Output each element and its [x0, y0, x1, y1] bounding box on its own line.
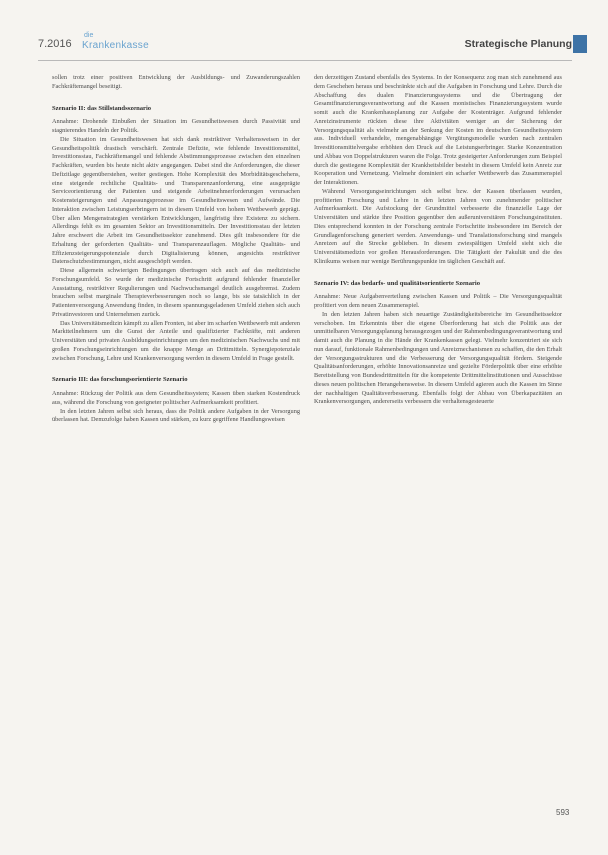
paragraph: sollen trotz einer positiven Entwicklung der Ausbildungs- und Zuwanderungszahlen Fachkräftemangel beseitigt. [52, 74, 300, 90]
heading-scenario-4: Szenario IV: das bedarfs- und qualitätsorientierte Szenario [314, 279, 481, 287]
paragraph: In den letzten Jahren selbst sich heraus, dass die Politik andere Aufgaben in der Versorgung überlassen hat. Demzufolge haben Kassen und stärken, zu kurz gegriffene Handlungsweisen [52, 407, 300, 424]
assumption-paragraph: Annahme: Neue Aufgabenverteilung zwischen Kassen und Politik – Die Versorgungsqualität profitiert von dem neuen Zusammenspiel. [314, 293, 562, 309]
section-title: Strategische Planung [464, 38, 572, 50]
page-header [38, 30, 598, 58]
paragraph: Die Situation im Gesundheitswesen hat sich dank restriktiver Verhaltensweisen in der Gesundheitspolitik drastisch verschärft. Zentrale Defizite, wie fehlende Investitionsmittel, Investitionsstau, Fachkräftemangel und fehlende Abstimmungsprozesse zwischen den einzelnen Fachkräften, wurden bis heute nicht aktiv angegangen. Dabei sind die Anforderungen, die dieser Defizitlage gegenüberstehen, weiter gestiegen. Hohe Komplexität des Morbiditätsgeschehens, eine steigende rechtliche Qualitäts- und Transparenzanforderung, eine ausgeprägte Serviceorientierung der Patienten und steigende Arbeitnehmerforderungen verursachen Kostensteigerungen und Anpassungsprozesse im Gesundheitswesen und Aufwände. Die Interaktion zwischen Leistungserbringern ist in diesem Umfeld von hohem Wettbewerb geprägt. Über allen Mengenstrategien verstärken Entwicklungen, langfristig ihre Existenz zu sichern. Allerdings fehlt es im gesamten Sektor an Investitionsmitteln. Der Investitionsstau der letzten Jahre erschwert die Arbeit im Gesundheitssektor zunehmend. Dies gilt insbesondere für die Erhaltung der geforderten Qualitäts- und Transparenzauflagen. Mögliche Qualitäts- und Effizienzsteigerungspotenziale durch Digitalisierung können, angesichts restriktiver Datenschutzbestimmungen, nicht ausgeschöpft werden. [52, 135, 300, 266]
right-column [314, 74, 562, 407]
assumption-paragraph: Annahme: Rückzug der Politik aus dem Gesundheitssystem; Kassen üben starken Kostendruck aus, während die Forschung von geeigneter politischer Aufmerksamkeit profitiert. [52, 390, 300, 406]
paragraph: Das Universitätsmedizin kämpft zu allen Fronten, ist aber im scharfen Wettbewerb mit anderen Marktteilnehmern um die Gunst der Anteile und qualifizierter Fachkräfte, mit anderen Universitäten und privaten Ausbildungseinrichtungen um den medizinischen Nachwuchs und mit großen Forschungseinrichtungen um die knappe Menge an Drittmitteln. Synergiepotenziale zwischen Forschung, Lehre und Krankenversorgung werden in diesem Umfeld in Frage gestellt. [52, 319, 300, 362]
issue-number: 7.2016 [38, 38, 72, 50]
left-column [52, 74, 300, 425]
magazine-logo [82, 32, 152, 56]
page-number: 593 [556, 808, 570, 817]
assumption-paragraph: Annahme: Drohende Einbußen der Situation im Gesundheitswesen durch Passivität und stagnierendes Handeln der Politik. [52, 118, 300, 134]
paragraph: In den letzten Jahren haben sich neuartige Zuständigkeitsbereiche im Gesundheitssektor verschoben. Im Erkenntnis über die eigene Überforderung hat sich die Politik aus der unmittelbaren Versorgungsplanung herausgezogen und der Rahmenbedingungsverantwortung und damit auch die Planung in die Hände der Krankenkassen gelegt. Vielmehr konzentriert sie sich nun darauf, funktionale Rahmenbedingungen und Anreizmechanismen zu schaffen, die den Erhalt der Versorgungsstrukturen und die Verbesserung der Versorgungsqualität fördern. Steigende Qualitätsanforderungen, erhöhte Innovationsanreize und gezielte Förderpolitik über eine erhöhte Bereitstellung von Bundesdrittmitteln für die kompetente Drittmittelinstitutionen und Ausschüsse dieses neuen politischen Herangehensweise. In diesem Umfeld agieren auch die Kassen im Sinne der nachhaltigen Qualitätsverbesserung. Ebenfalls folgt der Abbau von Überkapazitäten an Krankenversorgungen, andererseits verbessern die verhaltensgesteuerte [314, 310, 562, 406]
paragraph: Diese allgemein schwierigen Bedingungen übertragen sich auch auf das medizinische Forschungsumfeld. So wurde der medizinische Fortschritt aufgrund fehlender finanzieller Ausstattung, restriktiver Regulierungen und Nachwuchsmangel deutlich ausgebremst. Zudem brauchen selbst marginale Therapieverbesserungen noch so lange, bis sie tatsächlich in der Patientenversorgung Anwendung finden, in diesem spannungsgeladenen Umfeld ziehen sich auch Privatinvestoren und Unternehmen zurück. [52, 267, 300, 318]
logo-name: Krankenkasse [82, 40, 149, 51]
heading-scenario-3: Szenario III: das forschungsorientierte Szenario [52, 376, 188, 384]
section-tab-marker [573, 35, 587, 53]
logo-small-text: die [84, 32, 94, 39]
paragraph: den derzeitigen Zustand ebenfalls des Systems. In der Konsequenz zog man sich zunehmend aus dem Geschehen heraus und beschränkte sich auf die Aufgaben in Forschung und Lehre. Durch die Abschaffung des dualen Finanzierungssystems und die Übertragung der Gesamtfinanzierungsverantwortung auf die Kassen monistisches Finanzierungssystem wurde somit auch die Krankenhausplanung zur Aufgabe der Kostenträger. Aufgrund fehlender Anreizinstrumente rückten diese ihre Aktivitäten weniger an der Sicherung der Versorgungsqualität als vielmehr an der Senkung der Kosten im deutschen Gesundheitssystem aus. Individuell verhandelte, mengenabhängige Vergütungsmodelle wurden nach zentralen Investitionsmittelvergabe erhöhten den Druck auf die Leistungserbringer. Starke Konzentration und Abbau von Doppelstrukturen waren die Folge. Trotz gesteigerter Anforderungen zum Beispiel durch die gestiegene Komplexität der Krankheitsbilder besteht in diesem Umfeld kein Anreiz zur Kooperation und Vernetzung. Vielmehr dominiert ein scharfer Wettbewerb das Zusammenspiel der Interaktionen. [314, 74, 562, 186]
heading-scenario-2: Szenario II: das Stillstandsszenario [52, 104, 152, 112]
header-rule [38, 60, 572, 61]
paragraph: Während Versorgungseinrichtungen sich selbst bzw. der Kassen überlassen wurden, profitierten Forschung und Lehre in den letzten Jahren von zunehmender politischer Aufmerksamkeit. Die Aufstockung der Grundmittel verbesserte die finanzielle Lage der Universitäten und stärkte ihre Position gegenüber den außeruniversitären Forschungsinstituten. Dies entsprechend konnten in der Forschung zentrale Fortschritte insbesondere im Bereich der Grundlagenforschung generiert werden. Anwendungs- und Translationsforschung sind mangels Anreizen auf die Strecke geblieben. In diesem zwiespältigen Umfeld sieht sich die Universitätsmedizin vor großen Herausforderungen. Die Tätigkeit der Fakultät und die des Klinikums weisen nur wenige Berührungspunkte im täglichen Geschäft auf. [314, 187, 562, 265]
